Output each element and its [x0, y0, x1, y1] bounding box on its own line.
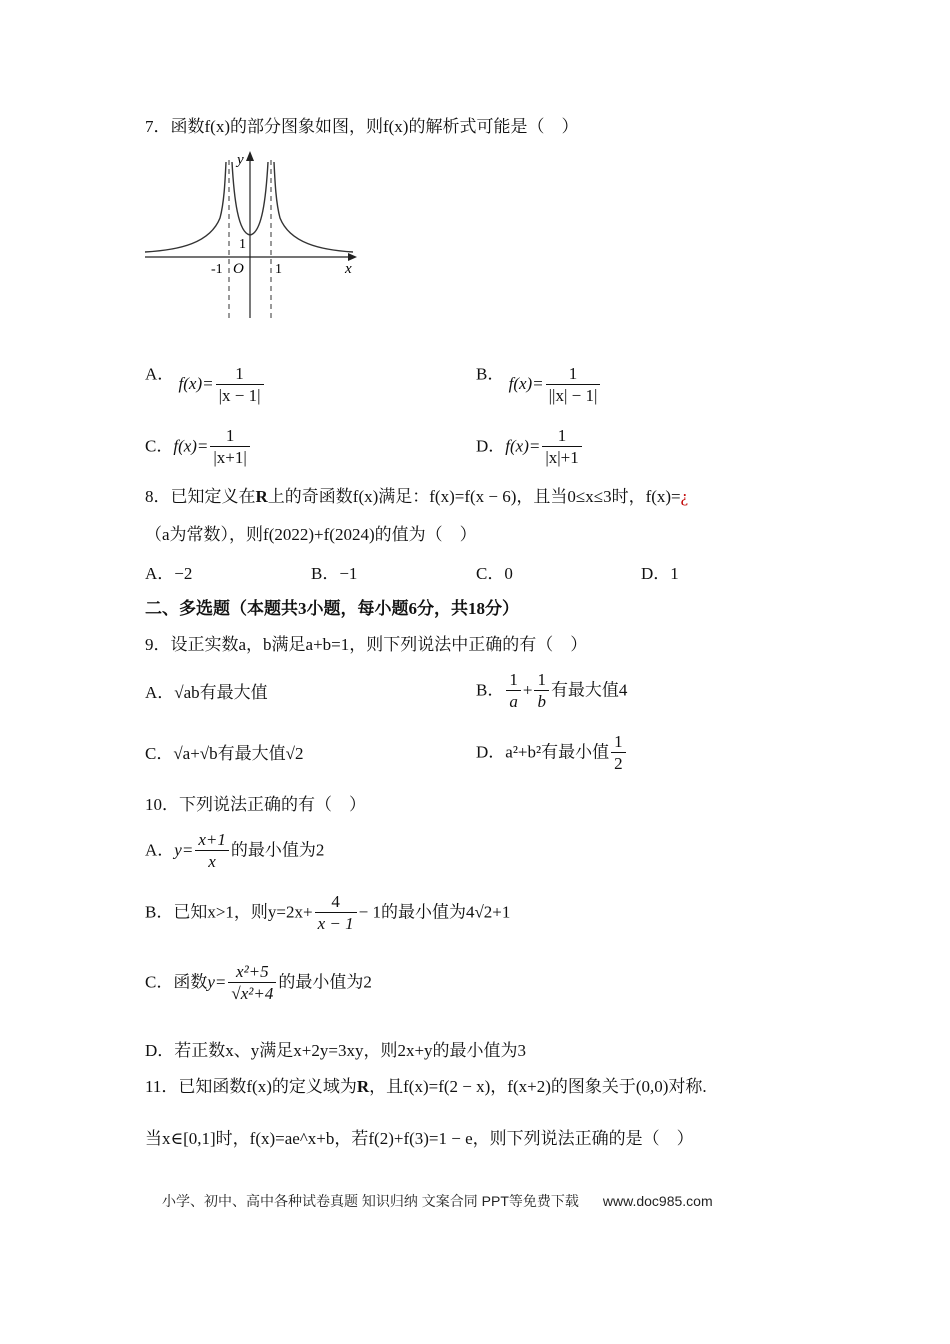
q7-stem: 7．函数f(x)的部分图象如图，则f(x)的解析式可能是（ ） — [145, 117, 579, 136]
q9-option-c[interactable]: C．√a+√b有最大值√2 — [145, 744, 304, 763]
q10-option-a[interactable]: A．y= $\frac{x+1}{x}$ 的最小值为2 — [145, 830, 325, 871]
q7-function-graph — [140, 148, 370, 323]
curve-left-branch — [145, 162, 226, 252]
q9-stem: 9．设正实数a，b满足a+b=1，则下列说法中正确的有（ ） — [145, 635, 588, 654]
y-axis-arrow-icon — [246, 151, 254, 161]
y-axis-label: y — [237, 152, 244, 168]
tick-label-one-y: 1 — [239, 237, 246, 252]
q7-option-b[interactable]: B． f(x)= $\frac{1}{||x| - 1|}$ — [476, 354, 602, 397]
q8-option-d[interactable]: D．1 — [641, 564, 679, 583]
origin-label: O — [233, 261, 244, 277]
q8-option-b[interactable]: B．−1 — [311, 564, 358, 583]
section-heading-multiple-choice: 二、多选题（本题共3小题，每小题6分，共18分） — [145, 599, 519, 618]
q7-option-d[interactable]: D．f(x)= $\frac{1}{|x|+1}$ — [476, 426, 584, 469]
footer-text: 小学、初中、高中各种试卷真题 知识归纳 文案合同 PPT等免费下载 — [162, 1193, 579, 1209]
q8-option-c[interactable]: C．0 — [476, 564, 513, 583]
x-axis-label: x — [345, 261, 352, 277]
q9-option-a[interactable]: A．√ab有最大值 — [145, 683, 268, 702]
q8-option-a[interactable]: A．−2 — [145, 564, 193, 583]
q11-stem-line2: 当x∈[0,1]时，f(x)=ae^x+b，若f(2)+f(3)=1 − e，则下列说法正确的是（ ） — [145, 1129, 694, 1148]
footer-site-link[interactable]: www.doc985.com — [602, 1193, 713, 1209]
q8-stem-line2: （a为常数），则f(2022)+f(2024)的值为（ ） — [145, 525, 477, 544]
q7-option-a[interactable]: A． f(x)= $\frac{1}{|x - 1|}$ — [145, 354, 266, 397]
q10-option-c[interactable]: C．函数y= $\frac{\text{x²+5}}{\text{√x²+4}}$ 的最小值为2 — [145, 962, 372, 1003]
tick-label-one-x: 1 — [275, 262, 282, 277]
q7-option-c[interactable]: C．f(x)= $\frac{1}{|x+1|}$ — [145, 426, 252, 469]
q10-stem: 10．下列说法正确的有（ ） — [145, 795, 366, 814]
q9-option-b[interactable]: B． $\frac{1}{a}$ + $\frac{1}{b}$ 有最大值4 — [476, 670, 628, 711]
page-footer — [162, 1191, 713, 1211]
curve-right-branch — [274, 162, 353, 252]
x-axis-arrow-icon — [348, 253, 357, 261]
q11-stem-line1: 11．已知函数f(x)的定义域为R，且f(x)=f(2 − x)，f(x+2)的图象关于(0,0)对称. — [145, 1077, 707, 1096]
q9-option-d[interactable]: D．a²+b²有最小值 $\frac{1}{2}$ — [476, 732, 628, 775]
tick-label-neg-one: -1 — [211, 262, 223, 277]
q10-option-b[interactable]: B．已知x>1，则y=2x+ $\frac{4}{x - 1}$ − 1的最小值为4√2+1 — [145, 892, 511, 933]
q8-stem-line1: 8．已知定义在R上的奇函数f(x)满足：f(x)=f(x − 6)，且当0≤x≤3时，f(x)=¿ — [145, 487, 689, 506]
q10-option-d[interactable]: D．若正数x、y满足x+2y=3xy，则2x+y的最小值为3 — [145, 1041, 527, 1060]
